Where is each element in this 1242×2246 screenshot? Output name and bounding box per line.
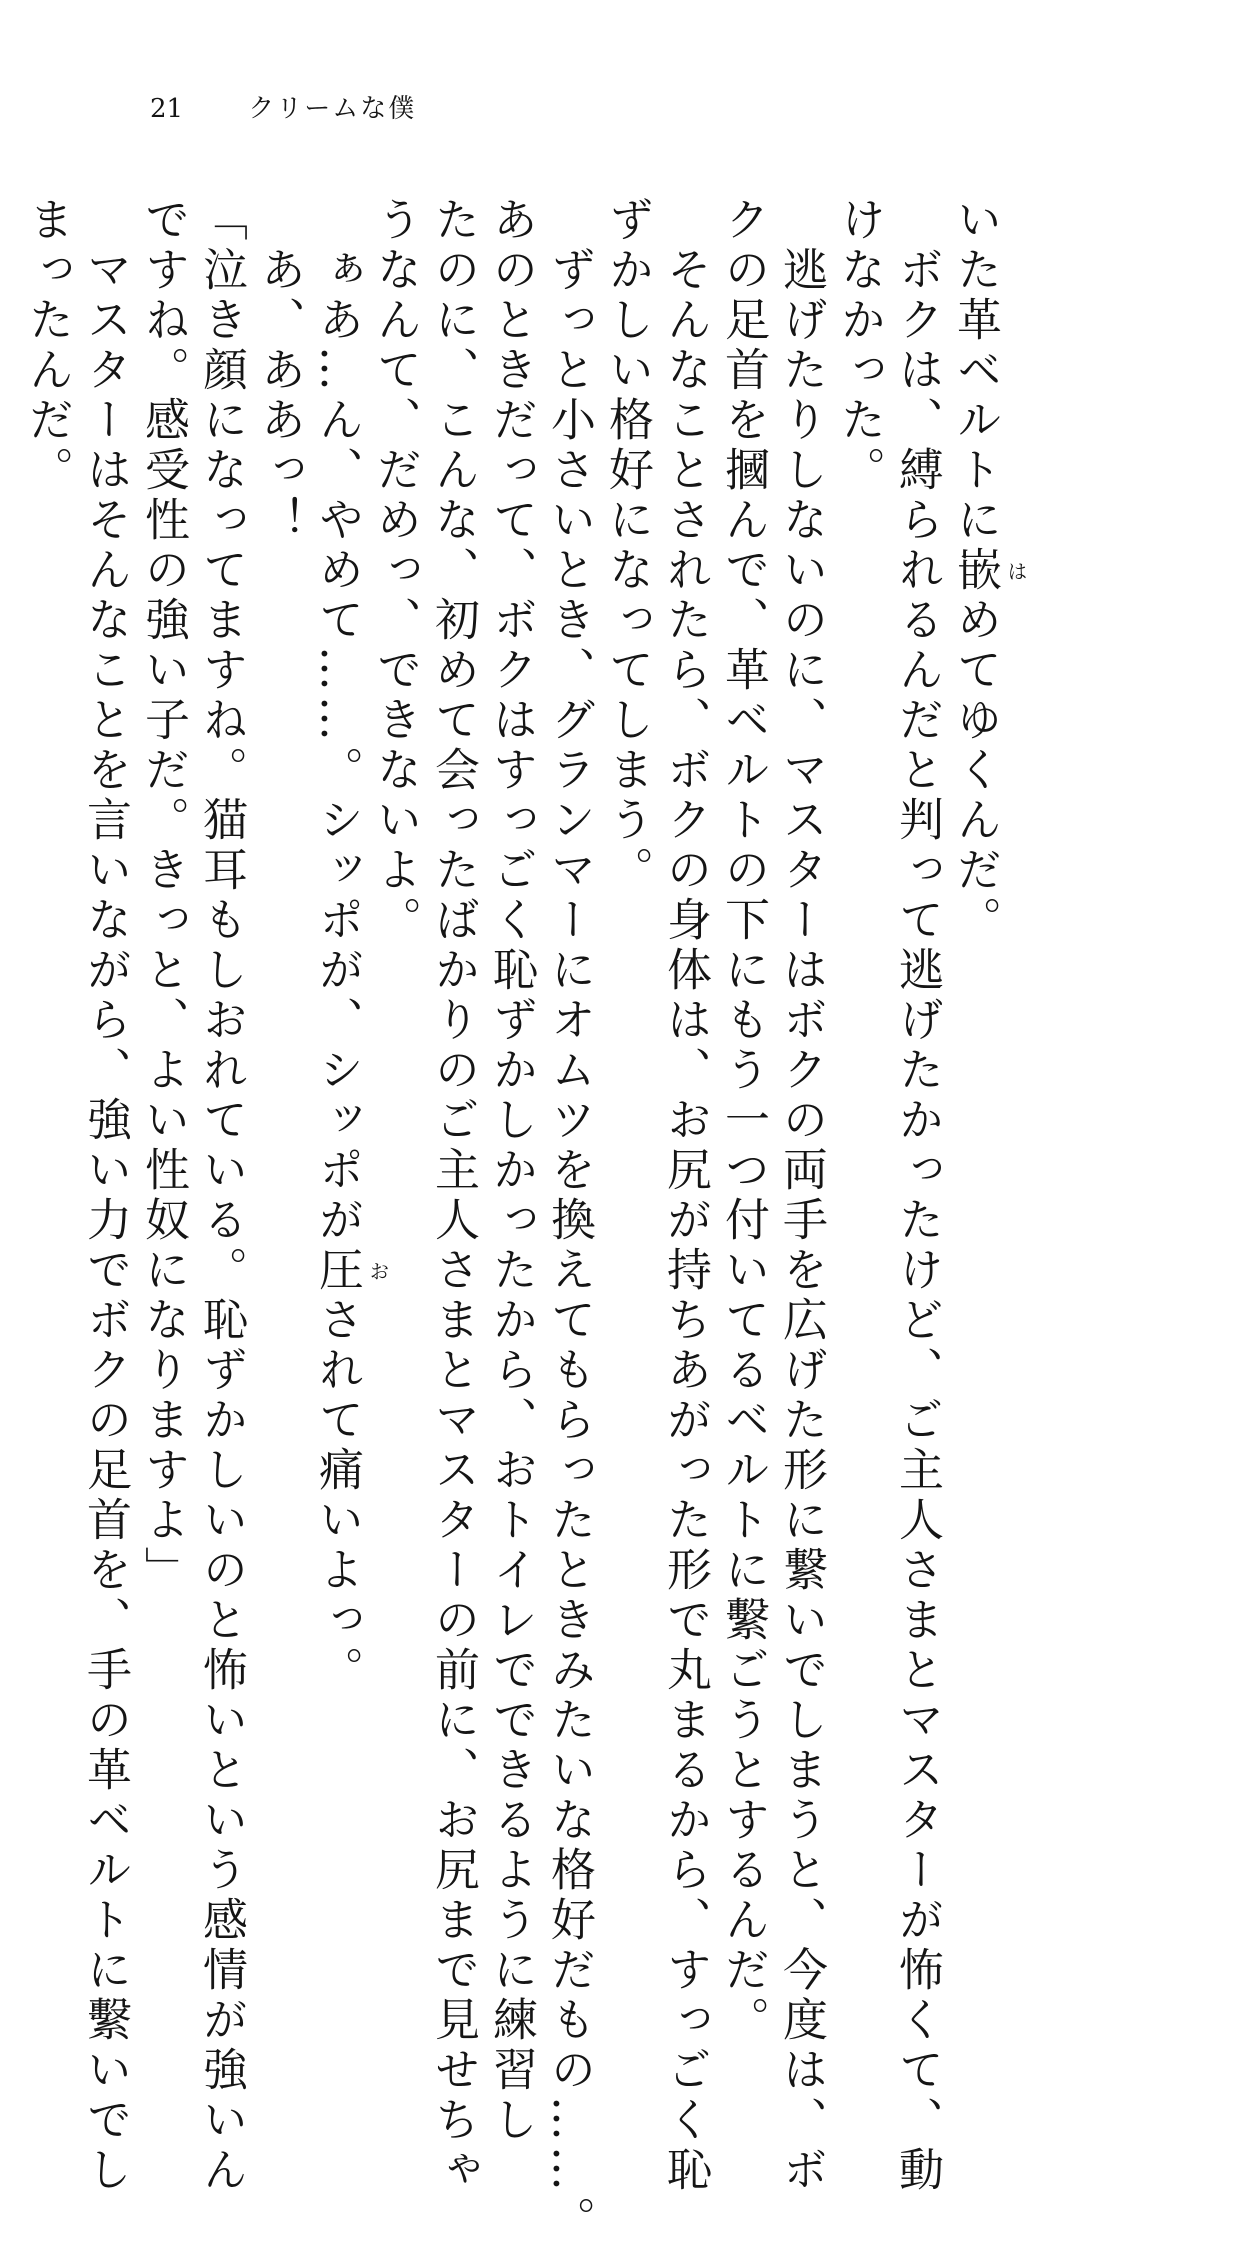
page-header: [150, 96, 416, 122]
text-segment: されて痛いよっ。: [311, 1296, 364, 1696]
text-line: [830, 196, 888, 1546]
text-line: [424, 196, 482, 2196]
page-number: 21: [150, 94, 184, 124]
text-segment: ぁあ…ん、やめて……。シッポが、シッポが: [311, 196, 364, 1246]
text-line: [366, 196, 424, 1546]
text-segment: ずっと小さいとき、グランマーにオムツを換えてもらったときみたいな格好だもの……。: [543, 196, 596, 2246]
text-segment: 「泣き顔になってますね。猫耳もしおれている。恥ずかしいのと怖いという感情が強いん: [195, 196, 248, 2196]
text-segment: ですね。感受性の強い子だ。きっと、よい性奴になりますよ」: [137, 196, 190, 1596]
ruby-annotated-kanji: 圧 お: [311, 1246, 364, 1296]
text-segment: たのに、こんな、初めて会ったばかりのご主人さまとマスターの前に、お尻まで見せちゃ: [427, 196, 480, 2196]
text-line: [76, 196, 134, 2196]
text-line: [656, 196, 714, 2196]
vertical-text-body: [18, 196, 1004, 2246]
ruby-annotated-kanji: 嵌 は: [949, 546, 1002, 596]
text-segment: ずかしい格好になってしまう。: [601, 196, 654, 896]
text-line: [598, 196, 656, 1546]
text-line: [540, 196, 598, 2246]
text-segment: あのときだって、ボクはすっごく恥ずかしかったから、おトイレでできるように練習し: [485, 196, 538, 2146]
text-segment: いた革ベルトに: [949, 196, 1002, 546]
text-line: [482, 196, 540, 2146]
text-segment: 逃げたりしないのに、マスターはボクの両手を広げた形に繋いでしまうと、今度は、ボ: [775, 196, 828, 2196]
text-segment: クの足首を摑んで、革ベルトの下にもう一つ付いてるベルトに繫ごうとするんだ。: [717, 196, 770, 2046]
text-line: [714, 196, 772, 2046]
text-segment: そんなことされたら、ボクの身体は、お尻が持ちあがった形で丸まるから、すっごく恥: [659, 196, 712, 2196]
text-line: [888, 196, 946, 2196]
text-segment: ボクは、縛られるんだと判って逃げたかったけど、ご主人さまとマスターが怖くて、動: [891, 196, 944, 2196]
text-segment: あ、ああっ！: [253, 196, 306, 546]
text-line: [946, 196, 1004, 1546]
text-segment: まったんだ。: [21, 196, 74, 496]
text-line: [250, 196, 308, 1546]
text-line: [192, 196, 250, 2196]
text-segment: マスターはそんなことを言いながら、強い力でボクの足首を、手の革ベルトに繫いでし: [79, 196, 132, 2196]
text-line: [18, 196, 76, 1546]
text-line: [308, 196, 366, 1696]
chapter-title: クリームな僕: [248, 94, 417, 124]
text-segment: けなかった。: [833, 196, 886, 496]
text-line: [134, 196, 192, 1596]
text-line: [772, 196, 830, 2196]
text-segment: うなんて、だめっ、できないよ。: [369, 196, 422, 946]
text-segment: めてゆくんだ。: [949, 596, 1002, 946]
